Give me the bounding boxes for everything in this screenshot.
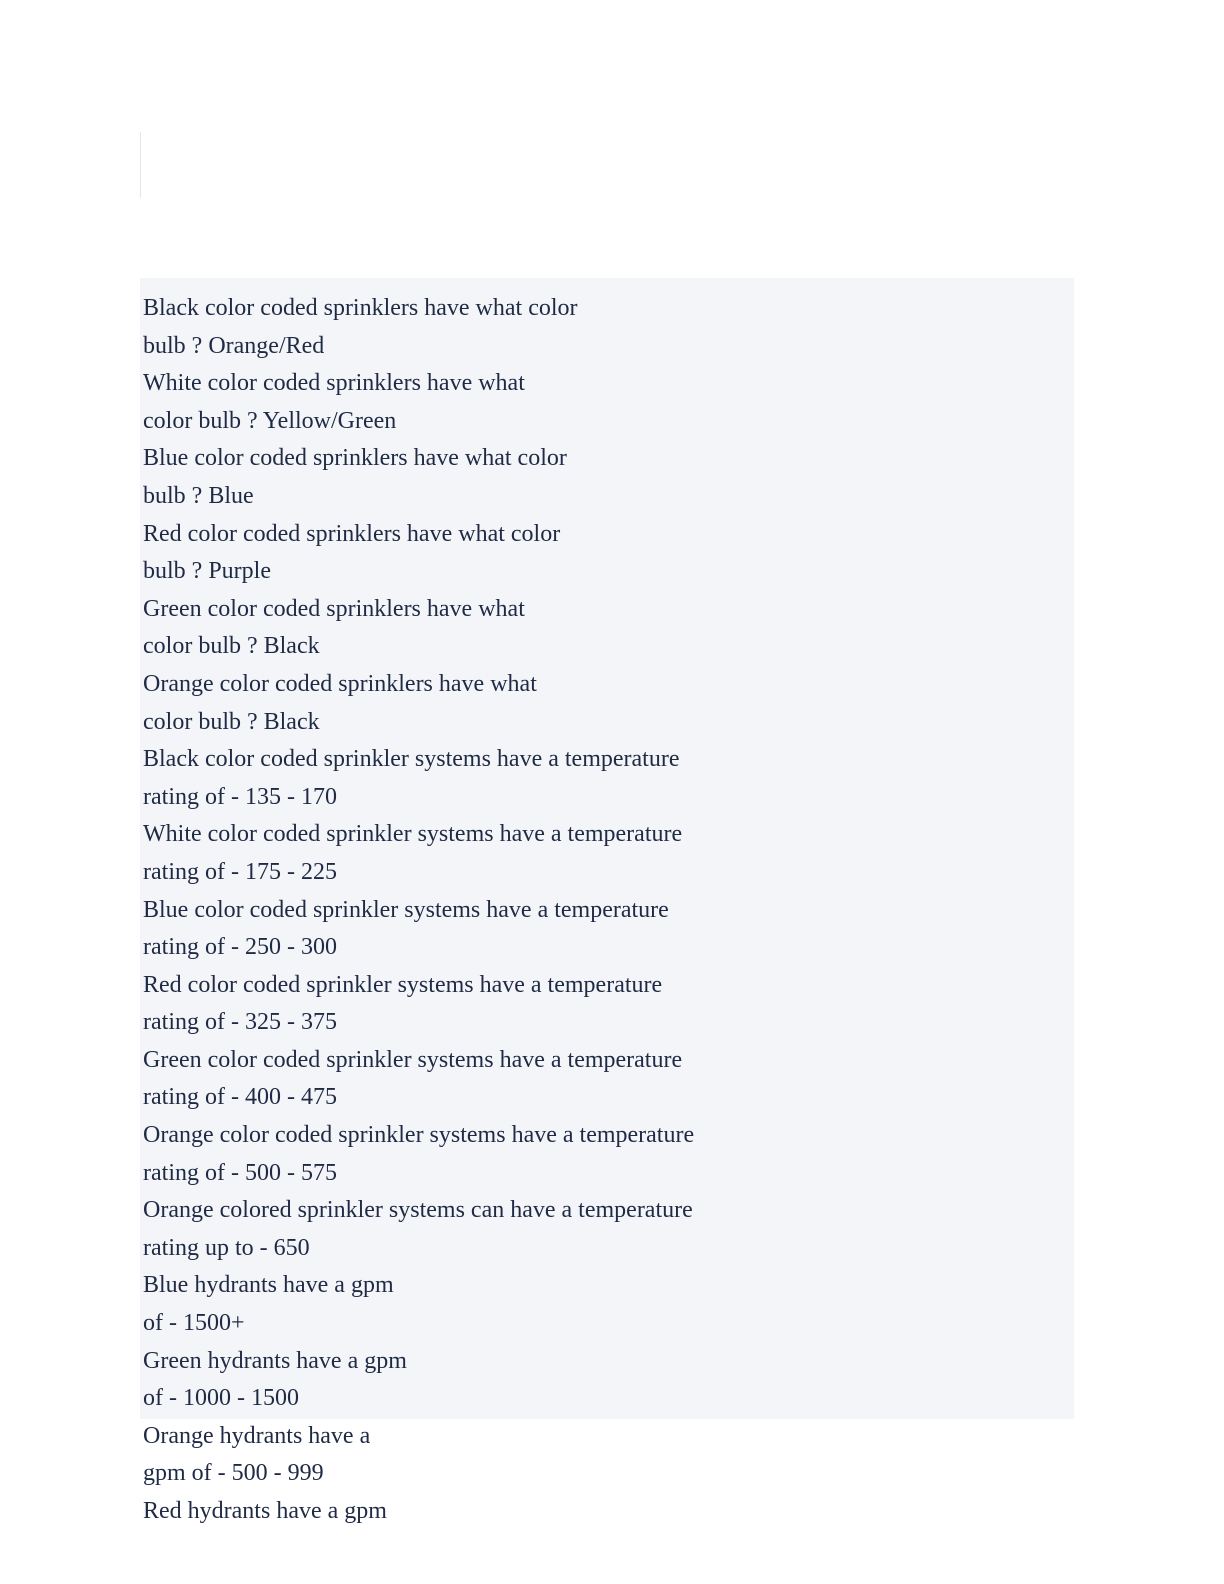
text-line: Orange hydrants have a [143,1422,371,1449]
text-line: Red color coded sprinkler systems have a temperature [143,971,663,998]
text-line: Red color coded sprinklers have what color [143,520,561,547]
text-line: Red hydrants have a gpm [143,1498,387,1524]
text-line: Blue color coded sprinkler systems have a temperature [143,896,669,923]
text-line: Black color coded sprinkler systems have a temperature [143,746,680,773]
text-line: bulb ? Orange/Red [143,332,325,359]
text-line: color bulb ? Black [143,633,320,660]
text-line: of - 1000 - 1500 [143,1385,299,1412]
text-line: rating of - 500 - 575 [143,1159,337,1186]
text-line: Blue color coded sprinklers have what color [143,445,567,472]
text-line: of - 1500+ [143,1310,245,1337]
text-line: rating of - 400 - 475 [143,1084,337,1111]
margin-mark [140,132,141,198]
text-line: gpm of - 500 - 999 [143,1460,324,1487]
text-line: bulb ? Purple [143,558,271,585]
text-line: Orange color coded sprinklers have what [143,670,537,697]
text-line: White color coded sprinklers have what [143,370,525,397]
text-line: rating of - 250 - 300 [143,934,337,961]
text-line: Green hydrants have a gpm [143,1347,407,1374]
text-line: Orange color coded sprinkler systems have a temperature [143,1122,695,1149]
text-line: Green color coded sprinkler systems have a temperature [143,1046,683,1073]
text-line: rating of - 135 - 170 [143,783,337,810]
text-line: color bulb ? Yellow/Green [143,407,397,434]
text-line: White color coded sprinkler systems have a temperature [143,821,683,848]
text-line: Orange colored sprinkler systems can have a temperature [143,1197,693,1224]
text-line: Black color coded sprinklers have what color [143,295,578,321]
text-line: Green color coded sprinklers have what [143,595,525,622]
text-line: rating of - 175 - 225 [143,858,337,885]
text-line: rating of - 325 - 375 [143,1009,337,1036]
text-line: Blue hydrants have a gpm [143,1272,394,1299]
text-line: rating up to - 650 [143,1234,310,1261]
study-notes [143,290,694,1531]
text-line: color bulb ? Black [143,708,320,735]
text-line: bulb ? Blue [143,482,254,509]
